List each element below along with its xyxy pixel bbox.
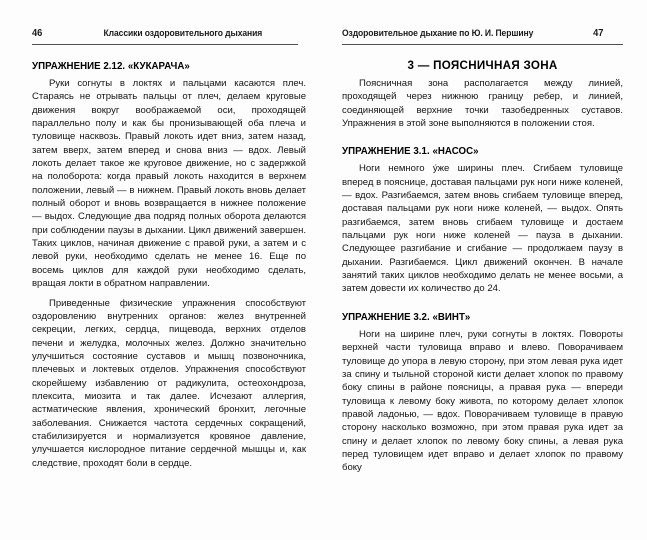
page-right: [320, 0, 647, 540]
paragraph-vint-description: Ноги на ширине плеч, руки согнуты в локтях. Повороты верхней части туловища вправо и влево. Поворачиваем туловище до упора в левую сторону, при этом левая рука идет за спину и тыльной стороной кисти делает хлопок по правому боку спины в районе поясницы, а правая рука — впереди туловища к левому боку живота, по которому делает хлопок правой ладонью, — вдох. Поворачиваем туловище в правую сторону насколько возможно, при этом правая рука идет за спину и делает хлопок по левому боку спины, а левая рука перед туловищем идет вправо и делает хлопок по правому боку: [342, 328, 623, 474]
running-head-title-right: Оздоровительное дыхание по Ю. И. Першину: [342, 28, 534, 38]
header-rule-left: [32, 44, 298, 45]
text-column-right: [342, 59, 623, 475]
exercise-heading-3-2: УПРАЖНЕНИЕ 3.2. «ВИНТ»: [342, 311, 471, 323]
page-left: [0, 0, 320, 540]
header-rule-right: [342, 44, 623, 45]
paragraph-kukaracha-description: Руки согнуты в локтях и пальцами касаются плеч. Стараясь не отрывать пальцы от плеч, делаем круговые движения вокруг воображаемой оси, проходящей параллельно полу и как бы пронизывающей оба плеча и туловище насквозь. Правый локоть идет вниз, затем назад, затем вверх, затем вперед и снова вниз — вдох. Левый локоть делает такое же круговое движение, но с задержкой на полоборота: когда правый локоть находится в верхнем положении, левый — в нижнем. Правый локоть вновь делает полный оборот и вновь возвращается в нижнее положение — выдох. Следующие два подряд полных оборота делаются при соблюдении паузы в дыхании. Цикл движений завершен. Таких циклов, начиная движение с правой руки, а затем и с левой руки, необходимо сделать не менее 16. Еще по восемь циклов для каждой руки необходимо сделать, вращая локти в обратном направлении.: [32, 78, 306, 290]
exercise-heading-3-1: УПРАЖНЕНИЕ 3.1. «НАСОС»: [342, 146, 479, 158]
paragraph-health-benefits: Приведенные физические упражнения способствуют оздоровлению внутренних органов: желез внутренней секреции, легких, сердца, пищевода, верхних отделов печени и желудка, молочных желез. Должно значительно улучшиться состояние суставов и мышц позвоночника, плечевых и локтевых отделов. Упражнения способствуют скорейшему избавлению от радикулита, остеохондроза, плексита, миозита и так далее. Исчезают аллергия, астматические явления, хронический бронхит, легочные заболевания. Снижается частота сердечных сокращений, стабилизируется и нормализуется кровяное давление, улучшается кислородное питание сердечной мышцы и, как следствие, проходят боли в сердце.: [32, 297, 306, 469]
exercise-heading-2-12: УПРАЖНЕНИЕ 2.12. «КУКАРАЧА»: [32, 61, 190, 72]
page-number-left: 46: [32, 28, 43, 39]
paragraph-nasos-description: Ноги немного ýже ширины плеч. Сгибаем туловище вперед в пояснице, доставая пальцами рук ноги ниже коленей, — вдох. Разгибаемся, затем вновь сгибаем туловище вперед, доставая пальцами рук ноги ниже коленей, — выдох. Опять разгибаемся, затем вновь сгибаем туловище и достаем пальцами рук ноги ниже коленей — пауза в дыхании. Следующее разгибание и сгибание — продолжаем паузу в дыхании. Разгибаемся. Цикл движений окончен. В начале занятий таких циклов необходимо делать не менее восьми, а затем довести их количество до 24.: [342, 163, 623, 295]
running-head-title-left: Классики оздоровительного дыхания: [103, 28, 263, 38]
page-number-right: 47: [593, 28, 604, 39]
section-heading-lumbar-zone: 3 — ПОЯСНИЧНАЯ ЗОНА: [407, 59, 558, 72]
running-head-left: [32, 28, 287, 41]
paragraph-lumbar-zone-intro: Поясничная зона располагается между линией, проходящей через нижнюю границу ребер, и линией, соединяющей верхние точки тазобедренных суставов. Упражнения в этой зоне выполняются в положении стоя.: [342, 78, 623, 130]
running-head-right: [342, 28, 603, 41]
text-column-left: [32, 61, 306, 470]
